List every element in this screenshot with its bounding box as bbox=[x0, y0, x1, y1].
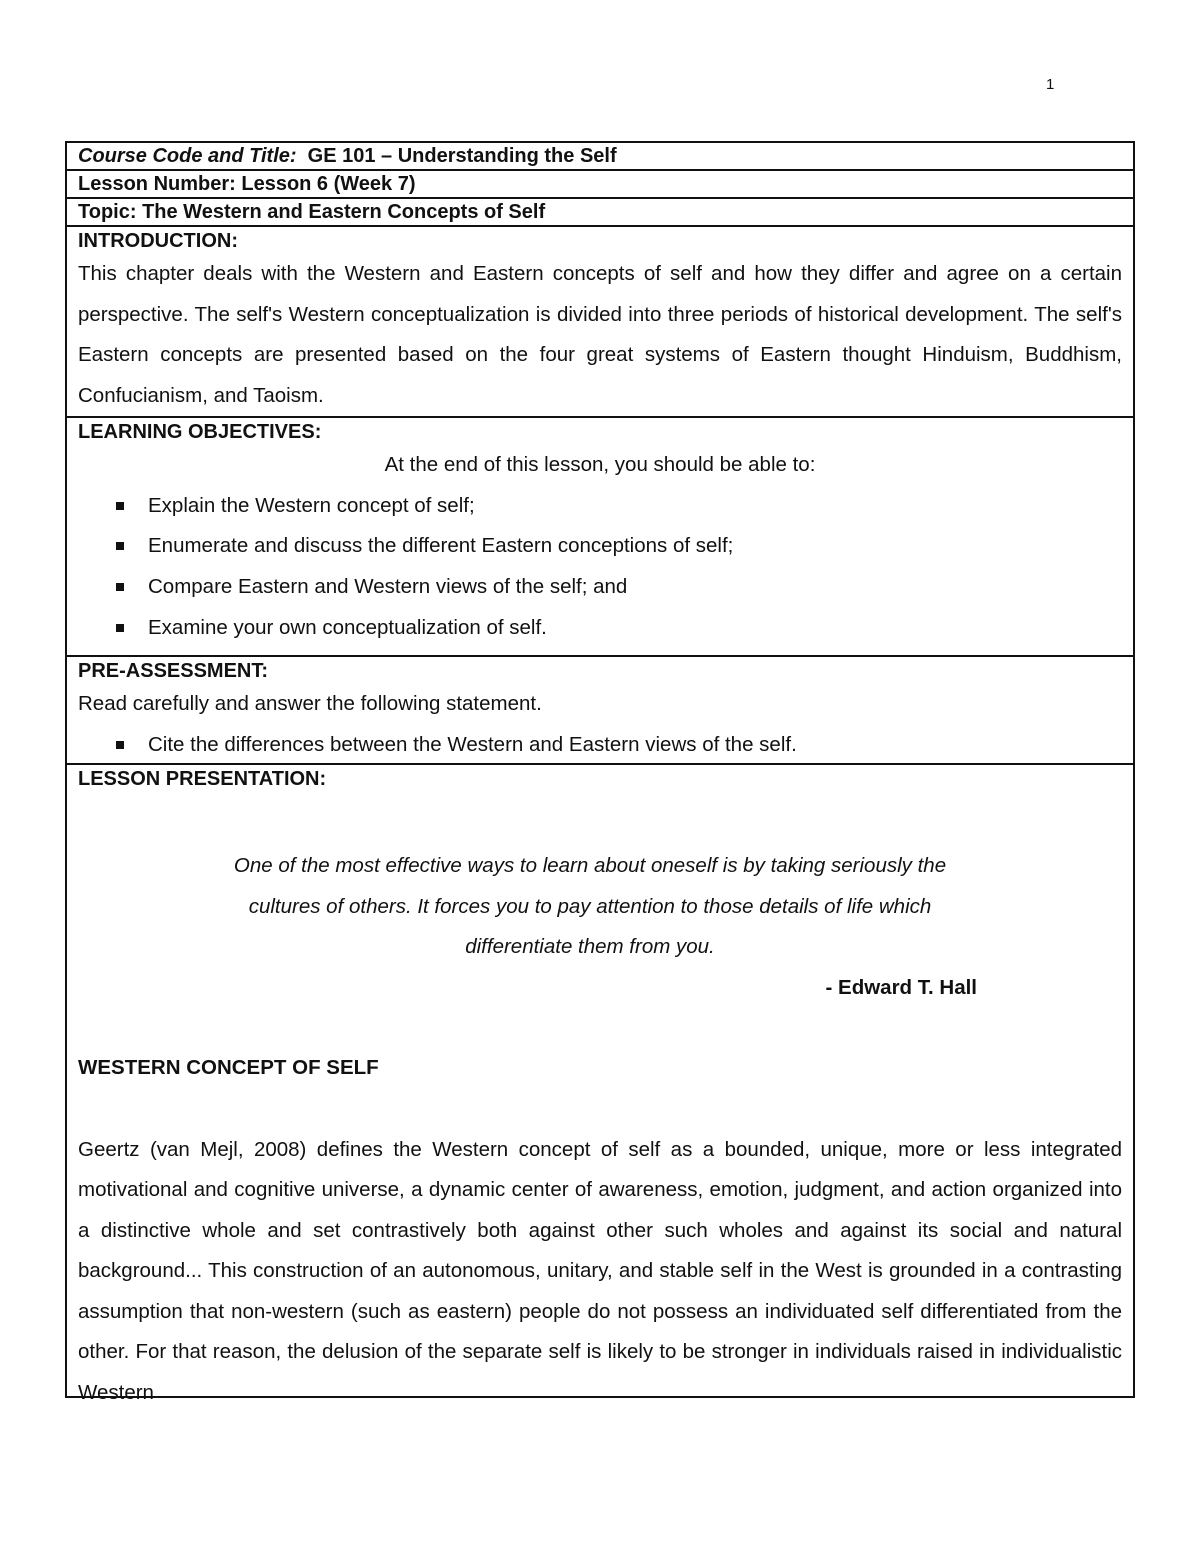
objectives-section bbox=[67, 418, 1133, 657]
quote-line: differentiate them from you. bbox=[465, 935, 715, 958]
preassessment-list bbox=[78, 725, 1122, 766]
presentation-title: LESSON PRESENTATION: bbox=[78, 768, 327, 790]
introduction-title: INTRODUCTION: bbox=[78, 230, 238, 252]
quote-line: One of the most effective ways to learn about oneself is by taking seriously the bbox=[233, 854, 947, 877]
presentation-section bbox=[67, 765, 1133, 1404]
list-item: Compare Eastern and Western views of the self; and bbox=[78, 567, 1122, 608]
list-item: Explain the Western concept of self; bbox=[78, 486, 1122, 527]
topic: Topic: The Western and Eastern Concepts of Self bbox=[67, 199, 1133, 227]
lesson-table bbox=[65, 141, 1135, 1404]
lesson-number: Lesson Number: Lesson 6 (Week 7) bbox=[67, 171, 1133, 199]
objectives-title: LEARNING OBJECTIVES: bbox=[78, 421, 322, 443]
bullet-square-icon bbox=[116, 542, 124, 550]
objectives-list bbox=[78, 486, 1122, 649]
quote-line: cultures of others. It forces you to pay attention to those details of life which bbox=[248, 894, 932, 918]
bullet-square-icon bbox=[116, 502, 124, 510]
objectives-lead: At the end of this lesson, you should be able to: bbox=[384, 453, 816, 476]
introduction-section bbox=[67, 227, 1133, 418]
preassessment-section bbox=[67, 657, 1133, 765]
preassessment-title: PRE-ASSESSMENT: bbox=[78, 660, 269, 682]
quote-author: - Edward T. Hall bbox=[825, 975, 977, 999]
course-title: GE 101 – Understanding the Self bbox=[307, 145, 617, 167]
course-label: Course Code and Title: bbox=[78, 145, 297, 167]
western-concept-body: Geertz (van Mejl, 2008) defines the Western concept of self as a bounded, unique, more or less integrated motivational and cognitive universe, a dynamic center of awareness, emotion, judgment, and action organized into a distinctive whole and set contrastively both against other such wholes and against its social and natural background... This construction of an autonomous, unitary, and stable self in the West is grounded in a contrasting assumption that non-western (such as eastern) people do not possess an individuated self differentiated from the other. For that reason, the delusion of the separate self is likely to be stronger in individuals raised in individualistic Western bbox=[78, 1137, 1122, 1404]
page-number: 1 bbox=[1046, 76, 1055, 93]
bullet-square-icon bbox=[116, 583, 124, 591]
course-row bbox=[67, 143, 1133, 171]
bullet-square-icon bbox=[116, 741, 124, 749]
list-item: Cite the differences between the Western and Eastern views of the self. bbox=[78, 725, 1122, 766]
preassessment-instruction: Read carefully and answer the following statement. bbox=[78, 692, 542, 715]
bullet-square-icon bbox=[116, 624, 124, 632]
western-concept-heading: WESTERN CONCEPT OF SELF bbox=[78, 1055, 379, 1079]
list-item: Enumerate and discuss the different Eastern conceptions of self; bbox=[78, 526, 1122, 567]
introduction-body: This chapter deals with the Western and Eastern concepts of self and how they differ and agree on a certain perspective. The self's Western conceptualization is divided into three periods of historical development. The self's Eastern concepts are presented based on the four great systems of Eastern thought Hinduism, Buddhism, Confucianism, and Taoism. bbox=[78, 262, 1122, 407]
list-item: Examine your own conceptualization of self. bbox=[78, 608, 1122, 649]
